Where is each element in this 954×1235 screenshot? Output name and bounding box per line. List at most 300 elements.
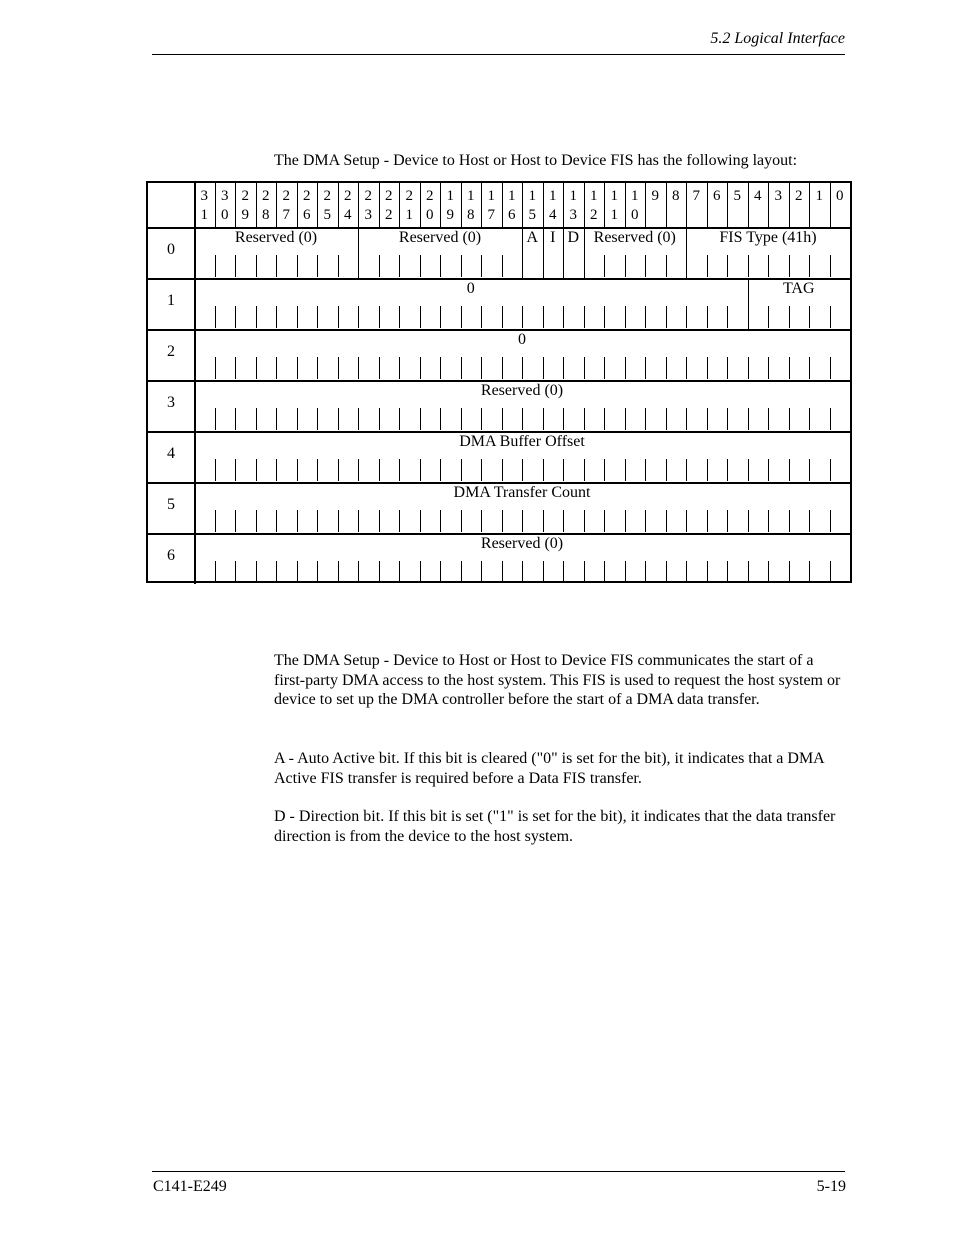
bit-tick [727,408,728,430]
bit-tick [215,561,216,583]
bit-tick [276,357,277,379]
bit-tick [809,357,810,379]
paragraph-description: The DMA Setup - Device to Host or Host to Device FIS communicates the start of a first-party DMA access to the host system. This FIS is used to request the host system or device to set up the DMA controller before the start of a DMA data transfer. [274,652,841,709]
bit-tick [522,357,523,379]
bit-number-header: 3 0 [221,188,229,223]
bit-tick [399,306,400,328]
bit-tick [584,459,585,481]
field-label: DMA Buffer Offset [459,433,585,450]
bit-number-header: 1 [815,188,823,204]
bit-tick [789,561,790,583]
bit-number-header: 1 8 [467,188,475,223]
bit-tick [543,357,544,379]
bit-tick [563,408,564,430]
bit-tick [789,306,790,328]
bit-tick [645,459,646,481]
header-divider [276,183,277,227]
bit-tick [809,459,810,481]
bit-tick [768,510,769,532]
bit-tick [235,255,236,277]
bit-tick [481,306,482,328]
bit-tick [502,459,503,481]
bit-tick [317,510,318,532]
bit-tick [707,459,708,481]
bit-tick [707,510,708,532]
header-divider [399,183,400,227]
bit-number-header: 2 9 [241,188,249,223]
header-divider [748,183,749,227]
bit-tick [297,459,298,481]
bit-tick [625,357,626,379]
bit-tick [604,255,605,277]
bit-tick [789,357,790,379]
bit-tick [502,510,503,532]
bit-tick [789,459,790,481]
bit-tick [543,510,544,532]
bit-number-header: 2 8 [262,188,270,223]
bit-tick [584,357,585,379]
bit-tick [235,306,236,328]
bit-tick [215,408,216,430]
header-divider [543,183,544,227]
bit-tick [809,561,810,583]
bit-tick [420,408,421,430]
bit-tick [809,255,810,277]
bit-tick [686,459,687,481]
header-divider [809,183,810,227]
dword-index: 4 [167,445,175,462]
bit-tick [604,561,605,583]
header-divider [481,183,482,227]
field-label: DMA Transfer Count [453,484,591,501]
bit-tick [768,561,769,583]
bit-tick [276,510,277,532]
bit-tick [461,306,462,328]
bit-tick [809,408,810,430]
bit-tick [215,459,216,481]
bit-tick [379,561,380,583]
bit-tick [686,561,687,583]
bit-number-header: 5 [733,188,741,204]
bit-tick [666,561,667,583]
bit-tick [748,561,749,583]
bit-tick [481,357,482,379]
bit-tick [276,306,277,328]
bit-tick [256,357,257,379]
bit-number-header: 1 3 [569,188,577,223]
bit-tick [420,561,421,583]
bit-tick [379,255,380,277]
bit-tick [748,408,749,430]
bit-tick [645,255,646,277]
bit-number-header: 8 [672,188,680,204]
bit-tick [604,510,605,532]
bit-number-header: 1 7 [487,188,495,223]
field-label: D [567,229,580,246]
bit-tick [256,561,257,583]
bit-tick [666,255,667,277]
header-divider [502,183,503,227]
bit-number-header: 7 [692,188,700,204]
bit-number-header: 0 [836,188,844,204]
bit-tick [830,561,831,583]
bit-tick [358,408,359,430]
header-divider [563,183,564,227]
bit-tick [686,306,687,328]
bit-tick [502,408,503,430]
field-label: Reserved (0) [480,535,564,552]
header-divider [686,183,687,227]
bit-tick [440,357,441,379]
bit-tick [276,408,277,430]
header-divider [256,183,257,227]
bit-tick [666,408,667,430]
bit-tick [420,459,421,481]
bit-tick [707,357,708,379]
bit-tick [748,357,749,379]
header-divider [379,183,380,227]
bit-tick [707,561,708,583]
header-divider [707,183,708,227]
bit-tick [563,306,564,328]
bit-number-header: 2 2 [385,188,393,223]
bit-tick [625,510,626,532]
bit-tick [440,561,441,583]
header-divider [358,183,359,227]
bit-tick [379,408,380,430]
bit-number-header: 2 3 [364,188,372,223]
header-divider [789,183,790,227]
bit-tick [358,357,359,379]
header-divider [768,183,769,227]
running-header: 5.2 Logical Interface [710,30,845,47]
header-divider [297,183,298,227]
bit-tick [256,306,257,328]
bit-tick [830,306,831,328]
bit-tick [830,408,831,430]
bit-tick [215,255,216,277]
bit-number-header: 1 2 [590,188,598,223]
header-divider [235,183,236,227]
header-divider [584,183,585,227]
bit-tick [830,459,831,481]
bit-tick [625,408,626,430]
bit-tick [522,306,523,328]
bit-tick [461,459,462,481]
bit-number-header: 6 [713,188,721,204]
bit-tick [338,510,339,532]
bit-tick [502,255,503,277]
field-label: A [526,229,539,246]
bit-tick [543,561,544,583]
bit-tick [645,561,646,583]
bit-number-header: 1 4 [549,188,557,223]
field-label: FIS Type (41h) [719,229,817,246]
bit-tick [625,306,626,328]
bit-tick [522,561,523,583]
bit-tick [768,306,769,328]
bit-tick [297,357,298,379]
bit-tick [584,408,585,430]
header-divider [522,183,523,227]
bit-tick [686,357,687,379]
bit-tick [379,459,380,481]
dword-index: 6 [167,547,175,564]
bit-tick [481,408,482,430]
dword-index: 0 [167,241,175,258]
bit-tick [399,561,400,583]
bit-tick [686,408,687,430]
bit-tick [420,510,421,532]
bit-tick [604,408,605,430]
bit-tick [276,255,277,277]
bit-tick [727,459,728,481]
bit-tick [317,459,318,481]
bit-tick [727,306,728,328]
bit-tick [420,255,421,277]
bit-tick [748,255,749,277]
header-divider [645,183,646,227]
dword-index: 1 [167,292,175,309]
bit-tick [379,357,380,379]
bit-tick [461,357,462,379]
bit-number-header: 2 5 [323,188,331,223]
bit-tick [809,510,810,532]
bit-tick [584,306,585,328]
header-divider [338,183,339,227]
field-label: Reserved (0) [398,229,482,246]
bit-number-header: 3 [774,188,782,204]
bit-tick [276,459,277,481]
bit-tick [563,357,564,379]
bit-tick [379,510,380,532]
bit-tick [338,459,339,481]
layout-intro: The DMA Setup - Device to Host or Host to Device FIS has the following layout: [274,152,798,169]
bit-tick [399,357,400,379]
bit-tick [235,510,236,532]
bit-tick [645,510,646,532]
bit-tick [215,357,216,379]
bit-tick [625,561,626,583]
bit-number-header: 3 1 [200,188,208,223]
bit-tick [297,306,298,328]
bit-number-header: 2 4 [344,188,352,223]
bit-tick [625,459,626,481]
document-id: C141-E249 [153,1178,227,1195]
bit-number-header: 1 9 [446,188,454,223]
bit-tick [256,510,257,532]
bit-tick [789,510,790,532]
bit-tick [481,459,482,481]
bit-tick [256,459,257,481]
bit-tick [461,408,462,430]
bit-tick [768,255,769,277]
bit-tick [830,357,831,379]
bit-tick [379,306,380,328]
header-divider [830,183,831,227]
bit-number-header: 2 7 [282,188,290,223]
bit-tick [338,255,339,277]
bit-tick [256,408,257,430]
bit-tick [666,357,667,379]
bit-tick [563,510,564,532]
bit-tick [461,255,462,277]
bit-tick [502,357,503,379]
bit-tick [748,459,749,481]
bit-number-header: 2 [795,188,803,204]
bit-tick [563,459,564,481]
bit-tick [666,459,667,481]
bit-number-header: 1 5 [528,188,536,223]
header-divider [215,183,216,227]
bit-tick [358,459,359,481]
bit-tick [215,306,216,328]
bit-tick [666,510,667,532]
bit-tick [543,459,544,481]
bit-number-header: 2 1 [405,188,413,223]
bit-tick [604,357,605,379]
dword-index: 2 [167,343,175,360]
bit-tick [604,459,605,481]
bit-tick [317,408,318,430]
paragraph-auto-active-bit: A - Auto Active bit. If this bit is cleared ("0" is set for the bit), it indicates that a DMA Active FIS transfer is required before a Data FIS transfer. [274,750,824,787]
bit-tick [440,255,441,277]
bit-tick [645,357,646,379]
bit-tick [317,306,318,328]
bit-tick [625,255,626,277]
bit-tick [727,255,728,277]
header-divider [440,183,441,227]
bit-tick [481,561,482,583]
bit-tick [338,357,339,379]
bit-tick [235,408,236,430]
field-label: TAG [782,280,815,297]
bit-tick [543,306,544,328]
bit-tick [727,510,728,532]
bit-number-header: 9 [651,188,659,204]
bit-tick [420,306,421,328]
bit-tick [338,306,339,328]
bit-tick [461,561,462,583]
bit-tick [686,510,687,532]
bit-tick [338,408,339,430]
header-divider [461,183,462,227]
bit-tick [584,561,585,583]
bit-tick [235,357,236,379]
bit-tick [317,255,318,277]
bit-tick [707,255,708,277]
bit-tick [727,357,728,379]
bit-number-header: 4 [754,188,762,204]
dword-index: 5 [167,496,175,513]
footer-rule [152,1171,845,1172]
field-label: 0 [518,331,526,348]
bit-tick [502,306,503,328]
bit-tick [297,408,298,430]
bit-tick [830,255,831,277]
bit-tick [297,561,298,583]
bit-tick [399,408,400,430]
fis-layout-table [146,181,852,583]
header-divider [317,183,318,227]
header-divider [850,183,851,227]
header-divider [625,183,626,227]
bit-tick [707,306,708,328]
bit-tick [440,459,441,481]
dword-index: 3 [167,394,175,411]
bit-tick [522,408,523,430]
bit-tick [461,510,462,532]
bit-number-header: 1 0 [631,188,639,223]
bit-tick [830,510,831,532]
header-divider [420,183,421,227]
bit-tick [297,255,298,277]
header-divider [194,183,196,227]
bit-tick [317,357,318,379]
bit-number-header: 1 1 [610,188,618,223]
bit-number-header: 2 6 [303,188,311,223]
bit-tick [440,306,441,328]
bit-tick [645,408,646,430]
bit-tick [543,408,544,430]
bit-tick [235,459,236,481]
bit-tick [399,510,400,532]
bit-tick [563,561,564,583]
field-label: Reserved (0) [480,382,564,399]
bit-tick [358,561,359,583]
bit-tick [789,408,790,430]
bit-tick [440,408,441,430]
bit-tick [235,561,236,583]
bit-tick [748,510,749,532]
bit-tick [666,306,667,328]
bit-tick [215,510,216,532]
bit-tick [604,306,605,328]
bit-number-header: 2 0 [426,188,434,223]
bit-tick [420,357,421,379]
header-divider [666,183,667,227]
bit-tick [481,255,482,277]
bit-tick [645,306,646,328]
bit-tick [338,561,339,583]
header-divider [604,183,605,227]
header-divider [727,183,728,227]
bit-tick [481,510,482,532]
bit-tick [522,510,523,532]
bit-tick [399,459,400,481]
bit-tick [440,510,441,532]
field-label: Reserved (0) [234,229,318,246]
bit-tick [502,561,503,583]
bit-tick [256,255,257,277]
bit-tick [297,510,298,532]
bit-number-header: 1 6 [508,188,516,223]
paragraph-direction-bit: D - Direction bit. If this bit is set ("1" is set for the bit), it indicates that the data transfer direction is from the device to the host system. [274,808,836,845]
bit-tick [768,357,769,379]
bit-tick [768,408,769,430]
bit-tick [358,510,359,532]
bit-tick [522,459,523,481]
bit-tick [768,459,769,481]
bit-tick [789,255,790,277]
bit-tick [317,561,318,583]
header-rule [152,54,845,55]
bit-tick [707,408,708,430]
page-number: 5-19 [816,1178,846,1195]
field-label: I [550,229,556,246]
bit-tick [399,255,400,277]
field-label: Reserved (0) [593,229,676,246]
